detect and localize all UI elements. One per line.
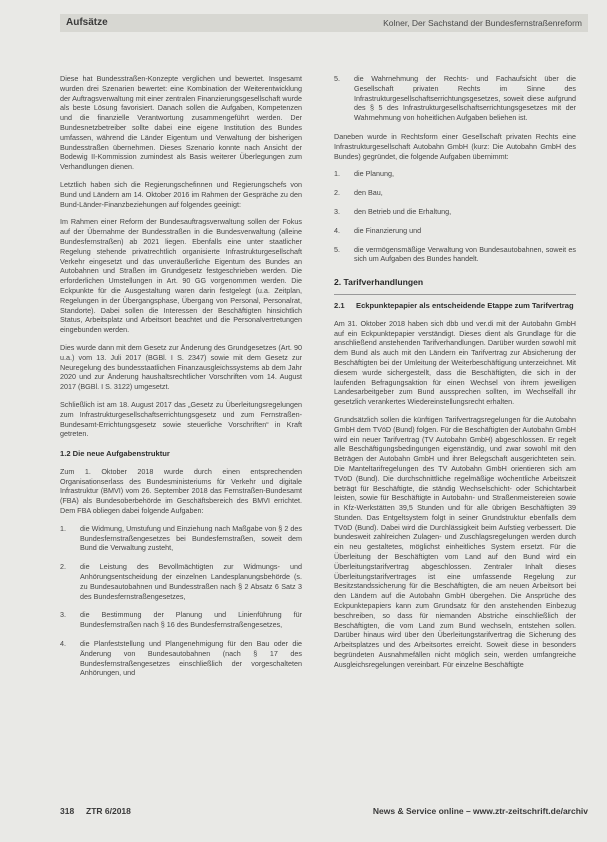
list-item (60, 610, 302, 630)
paragraph: Daneben wurde in Rechtsform einer Gesellschaft privaten Rechts eine Infrastrukturgesellschaft Autobahn GmbH (kurz: Die Autobahn GmbH des Bundes) gegründet, die folgende Aufgaben übernimmt: (334, 131, 576, 161)
item-number: 5. (334, 74, 340, 83)
list-item (334, 245, 576, 265)
subsection-heading (334, 301, 576, 311)
item-text: die Wahrnehmung der Rechts- und Fachaufsicht über die Gesellschaft privaten Rechts im Sinne des Infrastrukturgesellschaftserrichtungsgesetzes, soweit diese aufgrund des § 5 des Infrastrukturgesellschaftserrichtungsgesetzes mit der Wahrnehmung von hoheitlichen Aufgaben beliehen ist. (354, 74, 576, 123)
paragraph: Grundsätzlich sollen die künftigen Tarifvertragsregelungen für die Autobahn GmbH dem TVöD (Bund) folgen. Für die Beschäftigten der Autobahn GmbH wird ein neuer Tarifvertrag (TV Autobahn GmbH) abgeschlossen. Er regelt alle Beschäftigungsbedingungen eigenständig, und zwar sowohl mit den Beträgen der Autobahn GmbH und ihrer Belegschaft ausgerichteten sein. Die Manteltarifregelungen des TV Autobahn GmbH orientieren sich am TVöD (Bund). Die durchschnittliche regelmäßige wöchentliche Arbeitszeit beträgt für Beschäftigte, die ständig Wechselschicht- oder Schichtarbeit leisten, sowie für Beschäftigte in Autobahn- und Straßenmeistereien sowie in Kfz-Werkstätten 39,5 Stunden und für alle übrigen Beschäftigten 39 Stunden. Das Entgeltsystem folgt in seiner Grundstruktur ebenfalls dem TVöD (Bund). Dabei wird die Durchlässigkeit beim Aufstieg verbessert. Die bundesweit zahlreichen Zulagen- und Zuschlagsregelungen werden durch ein neu gestaltetes, möglichst einheitliches System ersetzt. Für die Überleitung der Beschäftigten vom Land auf den Bund wird ein Überleitungstarifvertrag abgeschlossen. Zentraler Inhalt dieses Überleitungstarifvertrages ist eine umfassende Regelung zur Besitzstandssicherung für die Beschäftigten, die am neuen Arbeitsort bei den Ländern auf die Autobahn GmbH übergehen. Die Ansprüche des Eckpunktepapiers kann zum Grundsatz für den anstehenden Einbezug beschreiben, so dass für niemanden Abstriche einschließlich der Beschäftigten, die vom Land zum Bund wechseln, entstehen sollen. Darüber hinaus wird über den Überleitungstarifvertrag die Sicherung des Arbeitsplatzes und des Arbeitsortes erreicht. Soweit diese in besonders begründeten Ausnahmefällen nicht möglich sein, werden umfangreiche Ausgleichsregelungen vereinbart. Für einzelne Beschäftigte (334, 414, 576, 669)
running-title: Kolner, Der Sachstand der Bundesfernstraßenreform (383, 18, 582, 28)
page-number: 318 (60, 806, 75, 816)
page-header (60, 14, 588, 32)
paragraph: Im Rahmen einer Reform der Bundesauftragsverwaltung sollen der Fokus auf der Übernahme der Bundesstraßen in die Bundesverwaltung (alleine Bundesfernstraßen) ab 2021 liegen. Ebenfalls eine unter staatlicher Regelung stehende privatrechtlich organisierte Infrastrukturgesellschaft Verkehr eingesetzt und das unveräußerliche Eigentum des Bundes an Autobahnen und Straßen im Grundgesetz festgeschrieben werden. Die erforderlichen Umstellungen in Art. 90 GG vorgenommen werden. Die Eckpunkte für die Ausgestaltung waren darin festgelegt (u.a. Zeitplan, Regelungen in der Übergangsphase, Übergang von Personal, Personalrat, Standorte). Dabei sollen die Interessen der Beschäftigten hinsichtlich Status, Arbeitsplatz und Arbeitsort beachtet und die Personalvertretungen eingebunden werden. (60, 217, 302, 335)
item-number: 4. (60, 639, 66, 649)
item-number: 3. (334, 206, 340, 216)
paragraph: Am 31. Oktober 2018 haben sich dbb und ver.di mit der Autobahn GmbH auf ein Eckpunktepapier verständigt. Dieses dient als Grundlage für die anschließend anstehenden Tarifverhandlungen. Darüber wurden sowohl mit dem Bund als auch mit den Ländern ein Tarifvertrag zur Absicherung der Beschäftigten bei der Umleitung der Weiterbeschäftigung unterzeichnet. Mit diesem wurde sichergestellt, dass die Beschäftigten, die sich in der laufenden Befragungsaktion für einen Wechsel von ihrem jeweiligen Landesarbeitgeber zum Bund aussprechen sollten, im Wechselfall ihr gesetzlich verankertes Wiedereinstellungsrecht erhalten. (334, 318, 576, 407)
list-item (334, 226, 576, 236)
list-item (60, 524, 302, 553)
item-text: die Finanzierung und (354, 225, 422, 235)
list-item (334, 74, 576, 123)
item-number: 2. (60, 562, 66, 572)
item-text: die Widmung, Umstufung und Einziehung nach Maßgabe von § 2 des Bundesfernstraßengesetzes bei Bundesfernstraßen, soweit dem Bund die Verwaltung zusteht, (80, 523, 302, 553)
item-number: 2. (334, 188, 340, 198)
journal-issue: ZTR 6/2018 (86, 806, 131, 816)
heading-rule (334, 294, 576, 295)
section-heading: 2. Tarifverhandlungen (334, 277, 424, 288)
list-item (334, 169, 576, 179)
item-text: die Leistung des Bevollmächtigten zur Widmungs- und Anhörungsentscheidung der einzelnen Landesplanungsbehörde (s. zu Bundesautobahnen und Bundesstraßen nach § 2 Absatz 6 Satz 3 des Bundesfernstraßengesetzes, (80, 562, 302, 601)
list-item (334, 188, 576, 198)
item-text: die Planfeststellung und Plangenehmigung für den Bau oder die Änderung von Bundesautobahnen (nach § 17 des Bundesfernstraßengesetzes einschließlich der vorgeschalteten Anhörungen, und (80, 639, 302, 678)
list-item (60, 562, 302, 601)
paragraph: Dies wurde dann mit dem Gesetz zur Änderung des Grundgesetzes (Art. 90 u.a.) vom 13. Juli 2017 (BGBl. I S. 2347) sowie mit dem Gesetz zur Neuregelung des bundesstaatlichen Finanzausgleichssystems ab dem Jahr 2020 und zur Änderung haushaltsrechtlicher Vorschriften vom 14. August 2017 (BGBl. I S. 3122) umgesetzt. (60, 342, 302, 392)
item-number: 1. (334, 169, 340, 179)
item-number: 5. (334, 244, 340, 254)
item-number: 1. (60, 523, 66, 533)
list-item (334, 207, 576, 217)
subsection-heading: 1.2 Die neue Aufgabenstruktur (60, 449, 170, 459)
page-footer (60, 806, 588, 820)
item-number: 4. (334, 225, 340, 235)
list-item (60, 639, 302, 678)
left-column (60, 74, 302, 687)
item-text: die vermögensmäßige Verwaltung von Bundesautobahnen, soweit es sich um Aufgaben des Bundes handelt. (354, 244, 576, 264)
heading-text: Eckpunktepapier als entscheidende Etappe zum Tarifvertrag (356, 300, 574, 310)
item-text: die Bestimmung der Planung und Linienführung für Bundesfernstraßen nach § 16 des Bundesfernstraßengesetzes, (80, 610, 302, 630)
item-text: den Betrieb und die Erhaltung, (354, 206, 452, 216)
paragraph: Schließlich ist am 18. August 2017 das „Gesetz zu Überleitungsregelungen zum Infrastrukturgesellschaftserrichtungsgesetz und zum Fernstraßen-Bundesamt-Errichtungsgesetz sowie steuerliche Vorschriften“ in Kraft getreten. (60, 399, 302, 439)
item-text: die Planung, (354, 169, 394, 179)
paragraph: Letztlich haben sich die Regierungschefinnen und Regierungschefs von Bund und Ländern am 14. Oktober 2016 im Rahmen der Gespräche zu den Bund-Länder-Finanzbeziehungen auf folgendes geeinigt: (60, 179, 302, 209)
archive-link[interactable]: News & Service online – www.ztr-zeitschrift.de/archiv (372, 806, 588, 816)
item-text: den Bau, (354, 188, 383, 198)
paragraph: Zum 1. Oktober 2018 wurde durch einen entsprechenden Organisationserlass des Bundesministeriums für Verkehr und digitale Infrastruktur (BMVI) vom 26. September 2018 das Fernstraßen-Bundesamt (FBA) als Bundesoberbehörde im Geschäftsbereich des BMVI errichtet. Dem FBA obliegen dabei folgende Aufgaben: (60, 466, 302, 516)
heading-number: 2.1 (334, 300, 345, 310)
right-column (334, 74, 576, 678)
item-number: 3. (60, 610, 66, 620)
section-label: Aufsätze (66, 17, 108, 28)
paragraph: Diese hat Bundesstraßen-Konzepte verglichen und bewertet. Insgesamt wurden drei Szenarien bewertet: eine Kombination der Weiterentwicklung der Auftragsverwaltung mit einer zentralen Finanzierungsgesellschaft wurde als beste Lösung favorisiert. Danach sollen die Aufgaben, Kompetenzen und die finanzielle Verantwortung zusammengeführt werden. Der Bundesnetzbetreiber sollte dabei eine eigene Institution des Bundes umfassen, während die Länder Eigentum und Verwaltung der bisherigen Bundesstraßen übernehmen. Dieses Szenario konnte nach Ansicht der Bodewig II-Kommission zumindest als Basis weiterer Überlegungen zum Verhandlungen dienen. (60, 74, 302, 172)
